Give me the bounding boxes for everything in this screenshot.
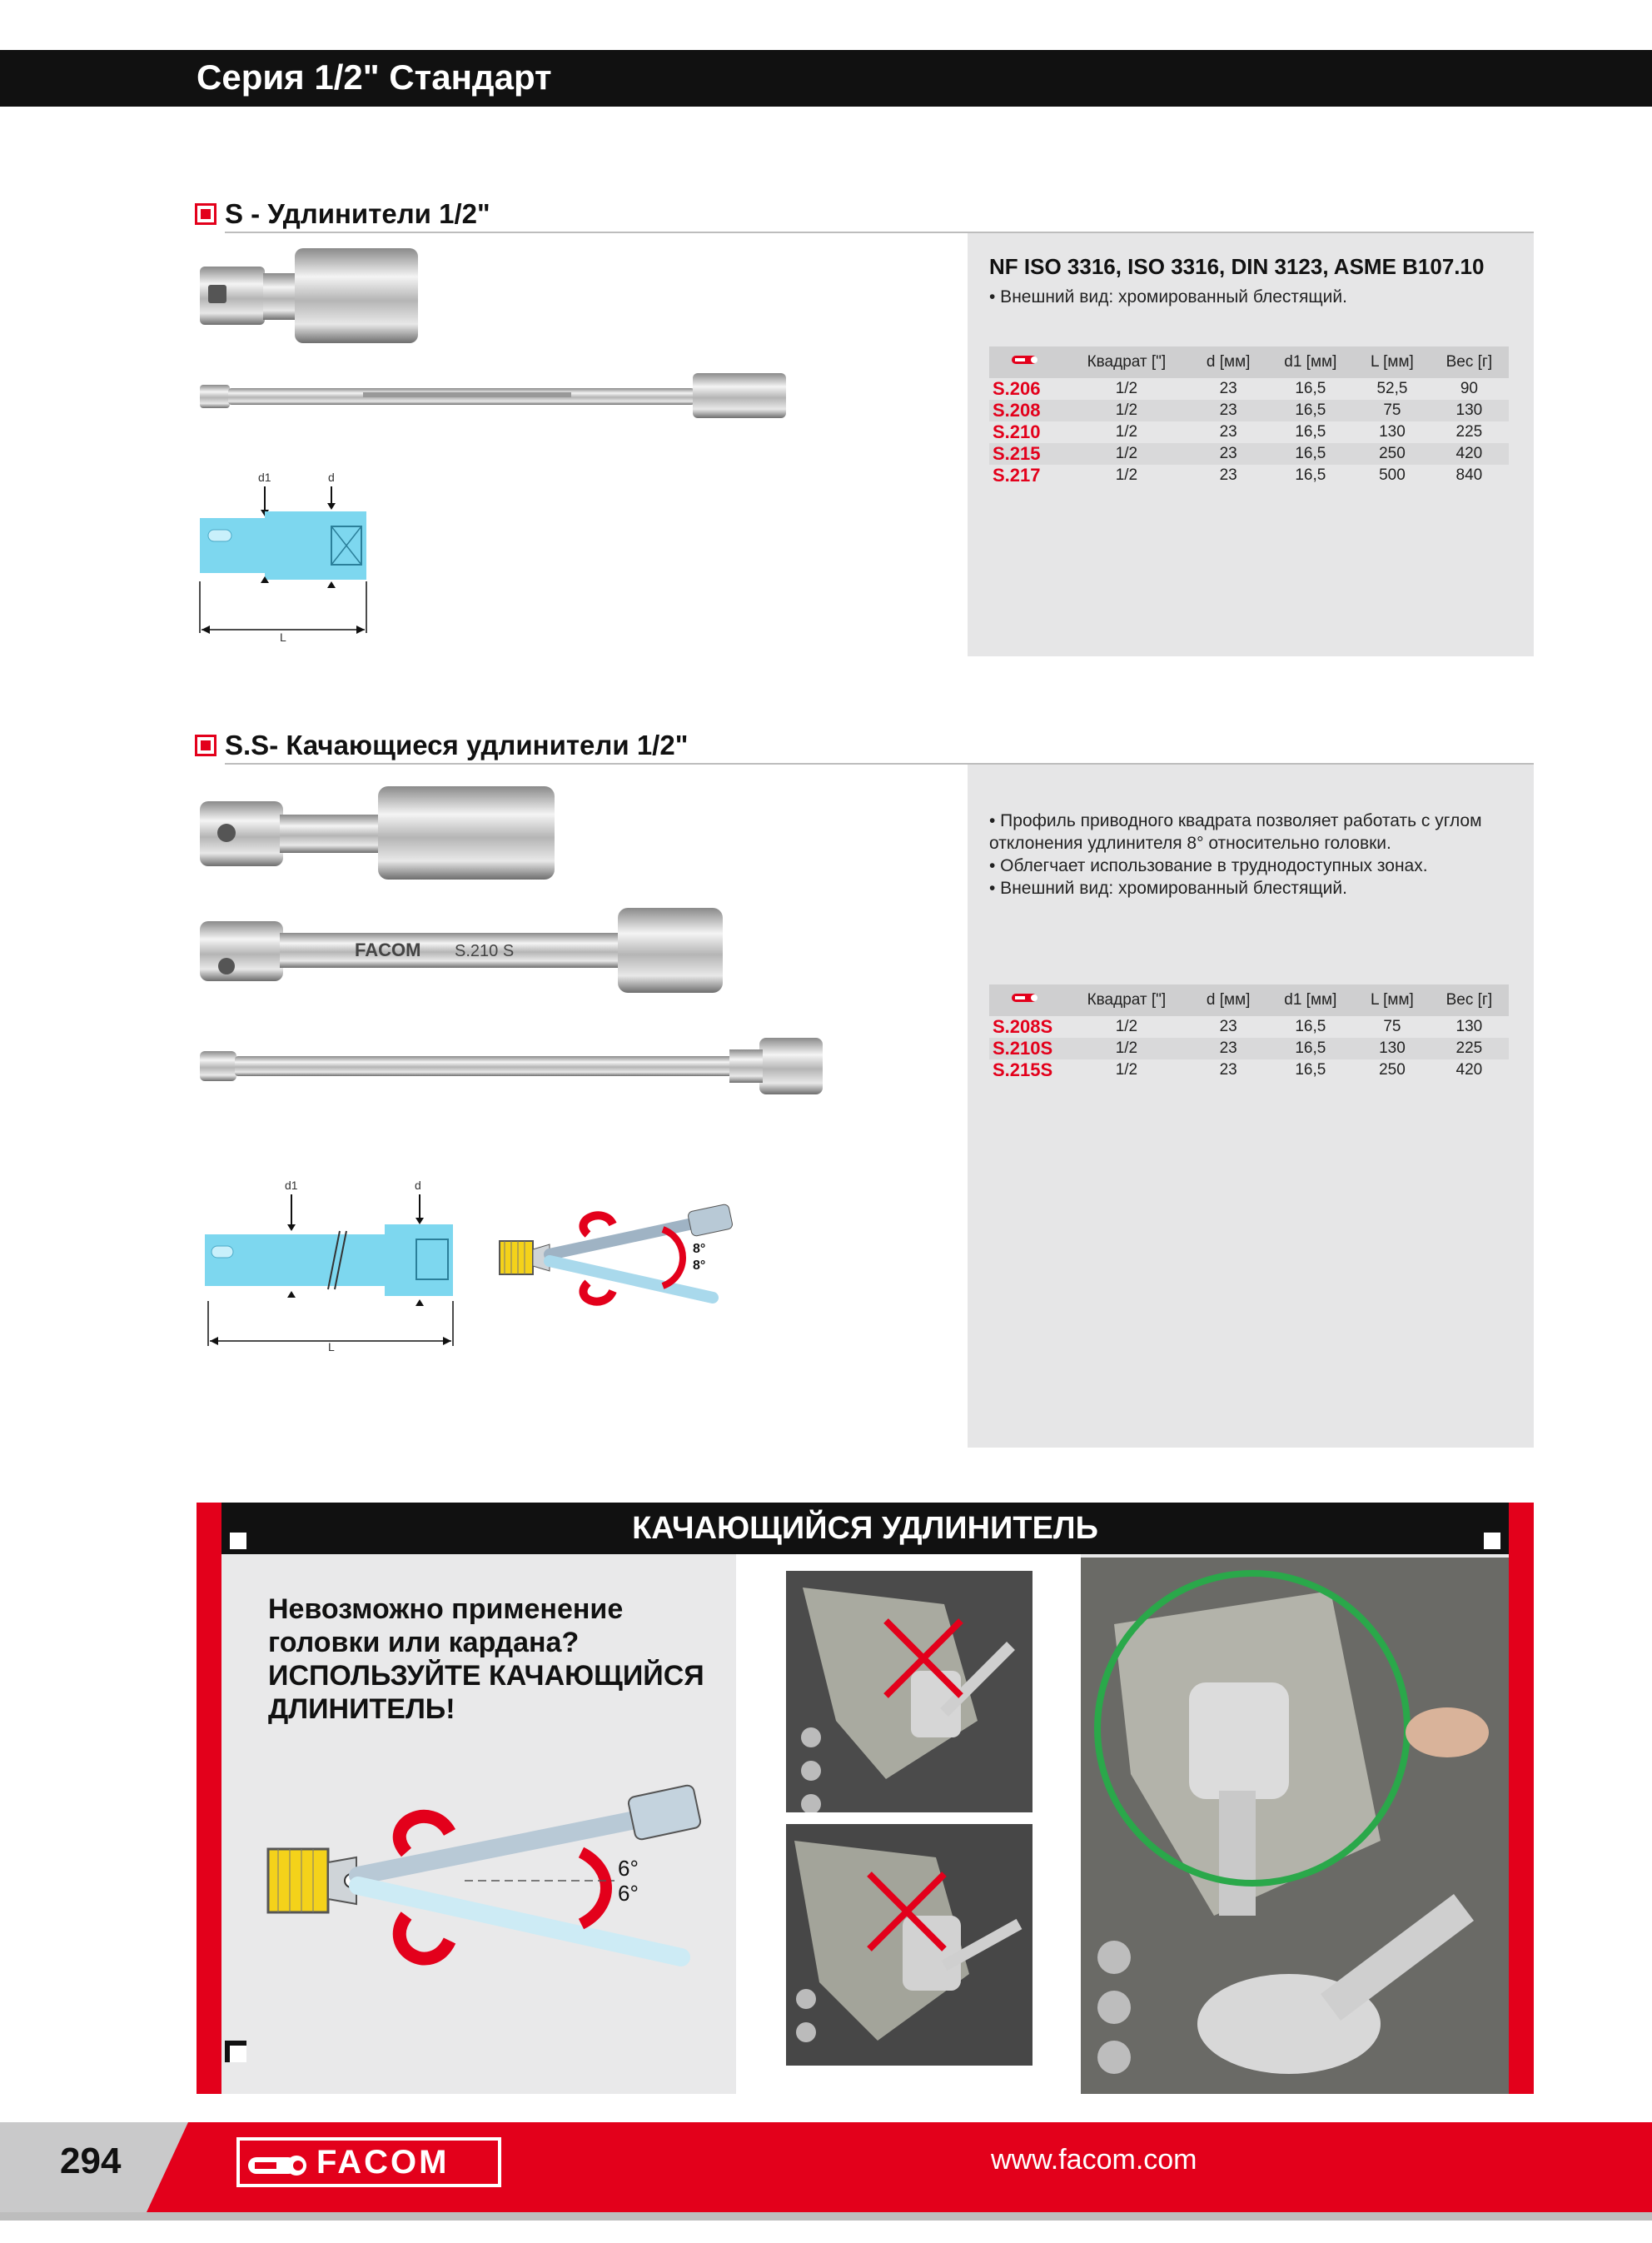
table-cell: 1/2 <box>1115 423 1138 441</box>
table-cell: S.215 <box>989 443 1062 465</box>
wobble-long-photo <box>197 1033 829 1099</box>
angle-label: 8° <box>693 1242 706 1256</box>
red-square-icon <box>195 203 216 225</box>
table-cell: S.217 <box>993 465 1041 486</box>
table-cell: 16,5 <box>1266 443 1356 465</box>
spec-table-s <box>989 346 1509 486</box>
table-row <box>989 465 1509 486</box>
table-row <box>989 378 1509 400</box>
table-cell: 1/2 <box>1062 443 1191 465</box>
table-cell: 225 <box>1430 1038 1509 1059</box>
tool-brand-marking: FACOM <box>355 940 421 960</box>
col-header: d [мм] <box>1191 346 1266 378</box>
table-cell: 250 <box>1355 443 1430 465</box>
table-cell: 23 <box>1191 400 1266 421</box>
table-cell: 52,5 <box>1376 380 1408 397</box>
l-label: L <box>280 631 286 641</box>
footer-url[interactable]: www.facom.com <box>991 2144 1197 2176</box>
table-cell: S.208 <box>989 400 1062 421</box>
correct-usage-photo <box>1081 1558 1509 2094</box>
angle-label: 8° <box>693 1259 706 1273</box>
wobble-short-photo <box>197 783 563 883</box>
bullet-text: • Внешний вид: хромированный блестящий. <box>989 879 1347 898</box>
table-cell: 1/2 <box>1115 1061 1138 1079</box>
col-header: Вес [г] <box>1430 984 1509 1016</box>
table-cell: 1/2 <box>1115 1018 1138 1035</box>
table-cell: 420 <box>1430 443 1509 465</box>
bullet-text: • Внешний вид: хромированный блестящий. <box>989 287 1347 307</box>
table-row <box>989 1016 1509 1038</box>
d-label: d <box>328 471 335 484</box>
bullet-text: • Профиль приводного квадрата позволяет работать с углом <box>989 811 1482 830</box>
table-cell: 23 <box>1191 443 1266 465</box>
table-cell: 23 <box>1219 1018 1237 1035</box>
table-header-row <box>989 984 1509 1016</box>
table-cell: 420 <box>1455 1061 1483 1079</box>
wobble-medium-photo <box>197 905 729 996</box>
table-cell: S.206 <box>993 378 1041 399</box>
col-header: d1 [мм] <box>1266 346 1356 378</box>
dimension-diagram-s <box>192 466 391 641</box>
table-cell: 500 <box>1379 466 1406 484</box>
tool-model-marking: S.210 S <box>455 942 515 960</box>
table-cell: 130 <box>1430 400 1509 421</box>
angle-label: 6° <box>618 1856 639 1881</box>
table-row <box>989 400 1509 421</box>
table-row <box>989 1059 1509 1081</box>
table-row <box>989 421 1509 443</box>
table-cell: 16,5 <box>1266 1038 1356 1059</box>
table-cell: 23 <box>1191 1038 1266 1059</box>
facom-logo-text: FACOM <box>316 2143 450 2181</box>
table-cell: 75 <box>1383 1018 1401 1035</box>
table-cell: 1/2 <box>1062 1038 1191 1059</box>
col-header: Вес [г] <box>1430 346 1509 378</box>
table-cell: 225 <box>1455 423 1483 441</box>
bullet-text: • Облегчает использование в труднодоступных зонах. <box>989 856 1428 875</box>
d-label: d <box>415 1179 421 1192</box>
table-cell: S.215S <box>993 1059 1053 1080</box>
facom-wrench-icon <box>248 2152 308 2179</box>
callout-angle-diagram <box>265 1782 714 1991</box>
page-number: 294 <box>60 2141 122 2181</box>
spec-table-ss <box>989 984 1509 1081</box>
wrench-ref-icon <box>989 346 1062 378</box>
wrong-usage-photo-2 <box>786 1824 1032 2066</box>
col-header: Квадрат ["] <box>1062 984 1191 1016</box>
table-cell: 130 <box>1379 423 1406 441</box>
long-extension-photo <box>197 366 796 425</box>
table-cell: S.208S <box>993 1016 1053 1037</box>
table-cell: S.210S <box>989 1038 1062 1059</box>
table-header-row <box>989 346 1509 378</box>
wrench-ref-icon <box>989 984 1062 1016</box>
dimension-diagram-ss <box>197 1176 471 1351</box>
col-header: L [мм] <box>1355 346 1430 378</box>
table-cell: 130 <box>1355 1038 1430 1059</box>
page-title-bar <box>0 50 1652 107</box>
standards-text: NF ISO 3316, ISO 3316, DIN 3123, ASME B107.10 <box>989 254 1485 279</box>
table-cell: 1/2 <box>1115 380 1138 397</box>
table-cell: 1/2 <box>1115 466 1138 484</box>
callout-text: Невозможно применение головки или кардана? ИСПОЛЬЗУЙТЕ КАЧАЮЩИЙСЯ ДЛИНИТЕЛЬ! <box>268 1593 704 1725</box>
bullet-text: отклонения удлинителя 8° относительно головки. <box>989 834 1391 853</box>
table-cell: 23 <box>1219 466 1237 484</box>
table-cell: 16,5 <box>1295 380 1326 397</box>
corner-bracket-icon <box>1484 1533 1505 1554</box>
table-cell: 16,5 <box>1266 400 1356 421</box>
short-extension-photo <box>197 242 430 350</box>
angle-label: 6° <box>618 1881 639 1906</box>
table-cell: 16,5 <box>1295 1061 1326 1079</box>
table-row <box>989 1038 1509 1059</box>
wrong-usage-photo-1 <box>786 1571 1032 1812</box>
table-cell: 130 <box>1455 1018 1483 1035</box>
footer-stripe <box>0 2212 1652 2221</box>
table-row <box>989 443 1509 465</box>
table-cell: 16,5 <box>1295 466 1326 484</box>
table-cell: 75 <box>1355 400 1430 421</box>
table-cell: 23 <box>1219 1061 1237 1079</box>
red-square-icon <box>195 735 216 756</box>
table-cell: S.210 <box>993 421 1041 442</box>
facom-logo <box>236 2137 501 2187</box>
d1-label: d1 <box>258 471 271 484</box>
col-header: L [мм] <box>1355 984 1430 1016</box>
table-cell: 23 <box>1219 380 1237 397</box>
table-cell: 840 <box>1455 466 1483 484</box>
callout-title: КАЧАЮЩИЙСЯ УДЛИНИТЕЛЬ <box>632 1511 1098 1546</box>
table-cell: 250 <box>1379 1061 1406 1079</box>
table-cell: 90 <box>1460 380 1478 397</box>
table-cell: 1/2 <box>1062 400 1191 421</box>
col-header: d [мм] <box>1191 984 1266 1016</box>
table-cell: 16,5 <box>1295 1018 1326 1035</box>
l-label: L <box>328 1340 335 1351</box>
corner-bracket-icon <box>225 1533 246 1554</box>
table-cell: 16,5 <box>1295 423 1326 441</box>
table-cell: 23 <box>1219 423 1237 441</box>
corner-bracket-icon <box>225 2041 246 2062</box>
col-header: Квадрат ["] <box>1062 346 1191 378</box>
angle-diagram-ss <box>496 1199 754 1316</box>
d1-label: d1 <box>285 1179 298 1192</box>
callout-title-bar <box>197 1503 1534 1554</box>
page-title: Серия 1/2" Стандарт <box>197 57 552 97</box>
col-header: d1 [мм] <box>1266 984 1356 1016</box>
